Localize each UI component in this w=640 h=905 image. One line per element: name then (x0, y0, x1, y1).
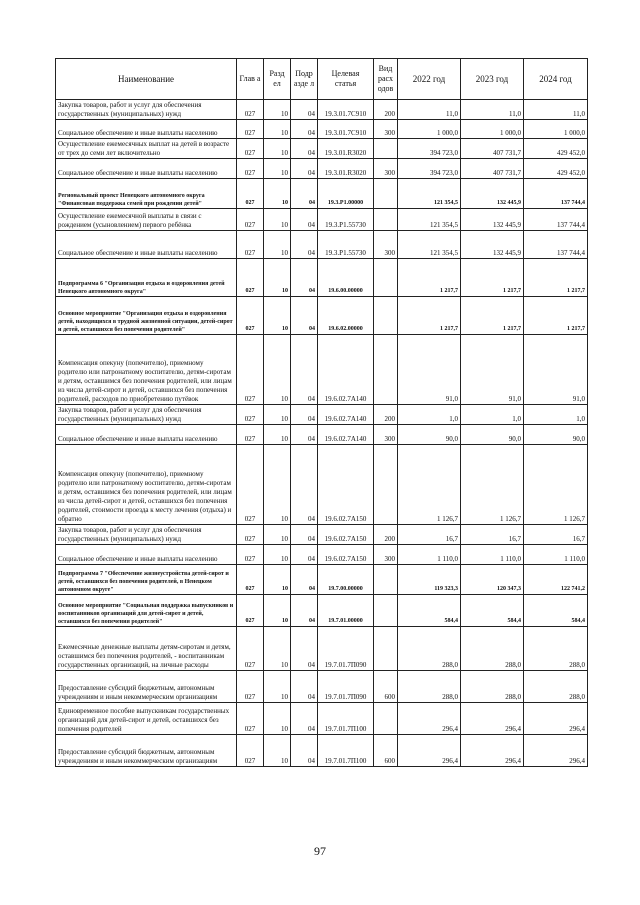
header-2024: 2024 год (524, 59, 588, 100)
cell-razdel: 10 (264, 425, 291, 445)
table-row (56, 425, 588, 445)
cell-name: Социальное обеспечение и иные выплаты населению (56, 159, 237, 179)
cell-name: Ежемесячные денежные выплаты детям-сиротам и детям, оставшимся без попечения родителей, - воспитанникам государственных организаций, на личные расходы (56, 627, 237, 671)
cell-y2024: 1,0 (524, 405, 588, 425)
cell-vid (374, 335, 398, 405)
cell-y2023: 407 731,7 (461, 139, 524, 159)
cell-name: Предоставление субсидий бюджетным, автономным учреждениям и иным некоммерческим организациям (56, 735, 237, 767)
cell-podrazdel: 04 (291, 671, 318, 703)
cell-glava: 027 (237, 179, 264, 209)
cell-y2022: 121 354,5 (398, 231, 461, 259)
cell-y2024: 1 217,7 (524, 259, 588, 297)
header-razdel: Разд ел (264, 59, 291, 100)
table-row (56, 565, 588, 595)
cell-razdel: 10 (264, 100, 291, 120)
cell-glava: 027 (237, 231, 264, 259)
table-body (56, 100, 588, 767)
cell-y2024: 91,0 (524, 335, 588, 405)
cell-podrazdel: 04 (291, 139, 318, 159)
cell-razdel: 10 (264, 139, 291, 159)
cell-y2024: 288,0 (524, 671, 588, 703)
table-row (56, 159, 588, 179)
cell-vid (374, 209, 398, 231)
cell-statya: 19.7.01.7П090 (318, 671, 374, 703)
cell-y2022: 121 354,5 (398, 179, 461, 209)
cell-glava: 027 (237, 595, 264, 627)
cell-y2024: 288,0 (524, 627, 588, 671)
cell-glava: 027 (237, 159, 264, 179)
table-row (56, 297, 588, 335)
cell-podrazdel: 04 (291, 120, 318, 139)
cell-name: Социальное обеспечение и иные выплаты населению (56, 231, 237, 259)
cell-vid (374, 297, 398, 335)
cell-y2022: 121 354,5 (398, 209, 461, 231)
cell-vid: 300 (374, 425, 398, 445)
cell-podrazdel: 04 (291, 735, 318, 767)
header-2023: 2023 год (461, 59, 524, 100)
cell-y2022: 1 217,7 (398, 259, 461, 297)
cell-vid (374, 445, 398, 525)
cell-statya: 19.3.01.R3020 (318, 139, 374, 159)
cell-name: Подпрограмма 7 "Обеспечение жизнеустройства детей-сирот и детей, оставшихся без попечения родителей, в Ненецком автономном округе" (56, 565, 237, 595)
table-header-row (56, 59, 588, 100)
cell-name: Основное мероприятие "Социальная поддержка выпускников и воспитанников организаций для детей-сирот и детей, оставшихся без попечения родителей" (56, 595, 237, 627)
table-row (56, 335, 588, 405)
cell-statya: 19.3.P1.00000 (318, 179, 374, 209)
header-vid: Вид расх одов (374, 59, 398, 100)
cell-glava: 027 (237, 120, 264, 139)
budget-table (55, 58, 588, 767)
cell-razdel: 10 (264, 545, 291, 565)
cell-statya: 19.6.02.7А140 (318, 425, 374, 445)
cell-glava: 027 (237, 209, 264, 231)
cell-y2023: 288,0 (461, 627, 524, 671)
table-row (56, 627, 588, 671)
budget-table-page (55, 58, 587, 767)
cell-podrazdel: 04 (291, 231, 318, 259)
cell-statya: 19.3.01.R3020 (318, 159, 374, 179)
table-row (56, 671, 588, 703)
cell-glava: 027 (237, 627, 264, 671)
cell-statya: 19.6.00.00000 (318, 259, 374, 297)
table-row (56, 231, 588, 259)
cell-podrazdel: 04 (291, 179, 318, 209)
cell-glava: 027 (237, 525, 264, 545)
cell-vid (374, 179, 398, 209)
cell-y2024: 296,4 (524, 735, 588, 767)
cell-statya: 19.7.01.7П090 (318, 627, 374, 671)
cell-name: Закупка товаров, работ и услуг для обеспечения государственных (муниципальных) нужд (56, 100, 237, 120)
table-row (56, 139, 588, 159)
cell-glava: 027 (237, 259, 264, 297)
cell-y2024: 1 126,7 (524, 445, 588, 525)
cell-y2022: 584,4 (398, 595, 461, 627)
cell-y2022: 394 723,0 (398, 139, 461, 159)
cell-glava: 027 (237, 445, 264, 525)
cell-razdel: 10 (264, 703, 291, 735)
table-row (56, 100, 588, 120)
cell-vid: 300 (374, 159, 398, 179)
cell-y2023: 584,4 (461, 595, 524, 627)
cell-razdel: 10 (264, 595, 291, 627)
cell-statya: 19.7.01.00000 (318, 595, 374, 627)
cell-razdel: 10 (264, 179, 291, 209)
cell-razdel: 10 (264, 565, 291, 595)
cell-vid: 600 (374, 735, 398, 767)
cell-name: Осуществление ежемесячных выплат на детей в возрасте от трех до семи лет включительно (56, 139, 237, 159)
cell-y2024: 137 744,4 (524, 179, 588, 209)
cell-y2024: 429 452,0 (524, 159, 588, 179)
table-row (56, 703, 588, 735)
cell-y2023: 1 110,0 (461, 545, 524, 565)
cell-y2022: 296,4 (398, 735, 461, 767)
header-glava: Глав а (237, 59, 264, 100)
cell-glava: 027 (237, 405, 264, 425)
cell-glava: 027 (237, 671, 264, 703)
cell-podrazdel: 04 (291, 703, 318, 735)
cell-vid (374, 259, 398, 297)
table-row (56, 209, 588, 231)
cell-y2023: 1,0 (461, 405, 524, 425)
cell-y2022: 288,0 (398, 627, 461, 671)
cell-y2022: 11,0 (398, 100, 461, 120)
cell-razdel: 10 (264, 120, 291, 139)
cell-podrazdel: 04 (291, 525, 318, 545)
table-row (56, 405, 588, 425)
cell-y2022: 1,0 (398, 405, 461, 425)
cell-vid (374, 627, 398, 671)
cell-razdel: 10 (264, 209, 291, 231)
cell-y2024: 584,4 (524, 595, 588, 627)
cell-statya: 19.7.01.7П100 (318, 735, 374, 767)
cell-name: Социальное обеспечение и иные выплаты населению (56, 425, 237, 445)
cell-y2022: 394 723,0 (398, 159, 461, 179)
cell-podrazdel: 04 (291, 100, 318, 120)
cell-vid: 300 (374, 545, 398, 565)
cell-glava: 027 (237, 297, 264, 335)
header-statya: Целевая статья (318, 59, 374, 100)
cell-y2024: 1 217,7 (524, 297, 588, 335)
cell-razdel: 10 (264, 735, 291, 767)
cell-y2024: 11,0 (524, 100, 588, 120)
table-row (56, 120, 588, 139)
cell-y2023: 90,0 (461, 425, 524, 445)
cell-vid (374, 703, 398, 735)
cell-glava: 027 (237, 735, 264, 767)
cell-vid: 200 (374, 100, 398, 120)
cell-y2023: 1 217,7 (461, 259, 524, 297)
cell-name: Закупка товаров, работ и услуг для обеспечения государственных (муниципальных) нужд (56, 525, 237, 545)
cell-statya: 19.6.02.00000 (318, 297, 374, 335)
cell-y2022: 1 000,0 (398, 120, 461, 139)
header-2022: 2022 год (398, 59, 461, 100)
table-row (56, 595, 588, 627)
cell-y2024: 296,4 (524, 703, 588, 735)
cell-y2022: 119 323,3 (398, 565, 461, 595)
cell-statya: 19.3.01.7С910 (318, 120, 374, 139)
cell-glava: 027 (237, 139, 264, 159)
cell-y2024: 1 110,0 (524, 545, 588, 565)
cell-statya: 19.6.02.7А150 (318, 445, 374, 525)
cell-razdel: 10 (264, 297, 291, 335)
cell-name: Закупка товаров, работ и услуг для обеспечения государственных (муниципальных) нужд (56, 405, 237, 425)
header-name: Наименование (56, 59, 237, 100)
cell-vid: 300 (374, 120, 398, 139)
cell-y2022: 1 126,7 (398, 445, 461, 525)
cell-name: Единовременное пособие выпускникам государственных организаций для детей-сирот и детей, оставшихся без попечения родителей (56, 703, 237, 735)
cell-razdel: 10 (264, 159, 291, 179)
cell-razdel: 10 (264, 671, 291, 703)
cell-podrazdel: 04 (291, 445, 318, 525)
cell-statya: 19.6.02.7А150 (318, 545, 374, 565)
cell-y2023: 132 445,9 (461, 209, 524, 231)
cell-y2022: 1 110,0 (398, 545, 461, 565)
cell-statya: 19.6.02.7А140 (318, 335, 374, 405)
table-row (56, 179, 588, 209)
cell-razdel: 10 (264, 231, 291, 259)
cell-glava: 027 (237, 565, 264, 595)
cell-y2024: 1 000,0 (524, 120, 588, 139)
cell-vid (374, 595, 398, 627)
cell-y2023: 132 445,9 (461, 179, 524, 209)
cell-name: Компенсация опекуну (попечителю), приемному родителю или патронатному воспитателю, детям-сиротам и детям, оставшимся без попечения родителей, или лицам из числа детей-сирот и детей, оставшихся без попечения родителей, расходов по приобретению путёвок (56, 335, 237, 405)
cell-y2023: 16,7 (461, 525, 524, 545)
cell-statya: 19.7.01.7П100 (318, 703, 374, 735)
cell-y2023: 132 445,9 (461, 231, 524, 259)
cell-y2023: 120 347,3 (461, 565, 524, 595)
cell-name: Основное мероприятие "Организация отдыха и оздоровления детей, находящихся в трудной жизненной ситуации, детей-сирот и детей, оставшихся без попечения родителей" (56, 297, 237, 335)
cell-y2023: 296,4 (461, 703, 524, 735)
cell-y2023: 1 126,7 (461, 445, 524, 525)
cell-vid: 200 (374, 405, 398, 425)
cell-y2024: 429 452,0 (524, 139, 588, 159)
cell-podrazdel: 04 (291, 627, 318, 671)
cell-podrazdel: 04 (291, 595, 318, 627)
cell-podrazdel: 04 (291, 335, 318, 405)
cell-statya: 19.6.02.7А150 (318, 525, 374, 545)
cell-y2023: 296,4 (461, 735, 524, 767)
cell-statya: 19.6.02.7А140 (318, 405, 374, 425)
cell-y2022: 91,0 (398, 335, 461, 405)
cell-name: Предоставление субсидий бюджетным, автономным учреждениям и иным некоммерческим организациям (56, 671, 237, 703)
cell-vid: 300 (374, 231, 398, 259)
cell-podrazdel: 04 (291, 259, 318, 297)
cell-podrazdel: 04 (291, 297, 318, 335)
cell-y2024: 90,0 (524, 425, 588, 445)
cell-y2023: 11,0 (461, 100, 524, 120)
cell-vid: 200 (374, 525, 398, 545)
cell-glava: 027 (237, 545, 264, 565)
cell-podrazdel: 04 (291, 545, 318, 565)
cell-glava: 027 (237, 703, 264, 735)
cell-razdel: 10 (264, 525, 291, 545)
cell-y2023: 1 217,7 (461, 297, 524, 335)
table-row (56, 525, 588, 545)
cell-name: Региональный проект Ненецкого автономного округа "Финансовая поддержка семей при рождении детей" (56, 179, 237, 209)
cell-razdel: 10 (264, 259, 291, 297)
cell-razdel: 10 (264, 335, 291, 405)
cell-razdel: 10 (264, 405, 291, 425)
table-row (56, 445, 588, 525)
cell-y2023: 91,0 (461, 335, 524, 405)
cell-podrazdel: 04 (291, 209, 318, 231)
cell-name: Социальное обеспечение и иные выплаты населению (56, 545, 237, 565)
cell-glava: 027 (237, 335, 264, 405)
cell-name: Подпрограмма 6 "Организация отдыха и оздоровления детей Ненецкого автономного округа" (56, 259, 237, 297)
cell-podrazdel: 04 (291, 565, 318, 595)
cell-name: Социальное обеспечение и иные выплаты населению (56, 120, 237, 139)
cell-y2022: 90,0 (398, 425, 461, 445)
cell-statya: 19.3.P1.55730 (318, 231, 374, 259)
cell-vid: 600 (374, 671, 398, 703)
cell-y2022: 288,0 (398, 671, 461, 703)
cell-y2024: 137 744,4 (524, 231, 588, 259)
cell-vid (374, 139, 398, 159)
cell-glava: 027 (237, 100, 264, 120)
cell-razdel: 10 (264, 445, 291, 525)
cell-glava: 027 (237, 425, 264, 445)
cell-y2022: 296,4 (398, 703, 461, 735)
cell-y2023: 1 000,0 (461, 120, 524, 139)
cell-podrazdel: 04 (291, 425, 318, 445)
cell-y2022: 1 217,7 (398, 297, 461, 335)
cell-y2024: 16,7 (524, 525, 588, 545)
cell-y2023: 288,0 (461, 671, 524, 703)
table-row (56, 545, 588, 565)
cell-y2023: 407 731,7 (461, 159, 524, 179)
cell-name: Осуществление ежемесячной выплаты в связи с рождением (усыновлением) первого ребёнка (56, 209, 237, 231)
page-number: 97 (314, 844, 326, 858)
table-row (56, 735, 588, 767)
cell-name: Компенсация опекуну (попечителю), приемному родителю или патронатному воспитателю, детям-сиротам и детям, оставшимся без попечения родителей, или лицам из числа детей-сирот и детей, оставшихся без попечения родителей, стоимости проезда к месту лечения (отдыха) и обратно (56, 445, 237, 525)
header-podrazdel: Подр азде л (291, 59, 318, 100)
cell-statya: 19.3.01.7С910 (318, 100, 374, 120)
cell-y2024: 137 744,4 (524, 209, 588, 231)
cell-vid (374, 565, 398, 595)
cell-podrazdel: 04 (291, 405, 318, 425)
cell-podrazdel: 04 (291, 159, 318, 179)
cell-y2022: 16,7 (398, 525, 461, 545)
table-row (56, 259, 588, 297)
cell-razdel: 10 (264, 627, 291, 671)
cell-statya: 19.7.00.00000 (318, 565, 374, 595)
cell-statya: 19.3.P1.55730 (318, 209, 374, 231)
cell-y2024: 122 741,2 (524, 565, 588, 595)
